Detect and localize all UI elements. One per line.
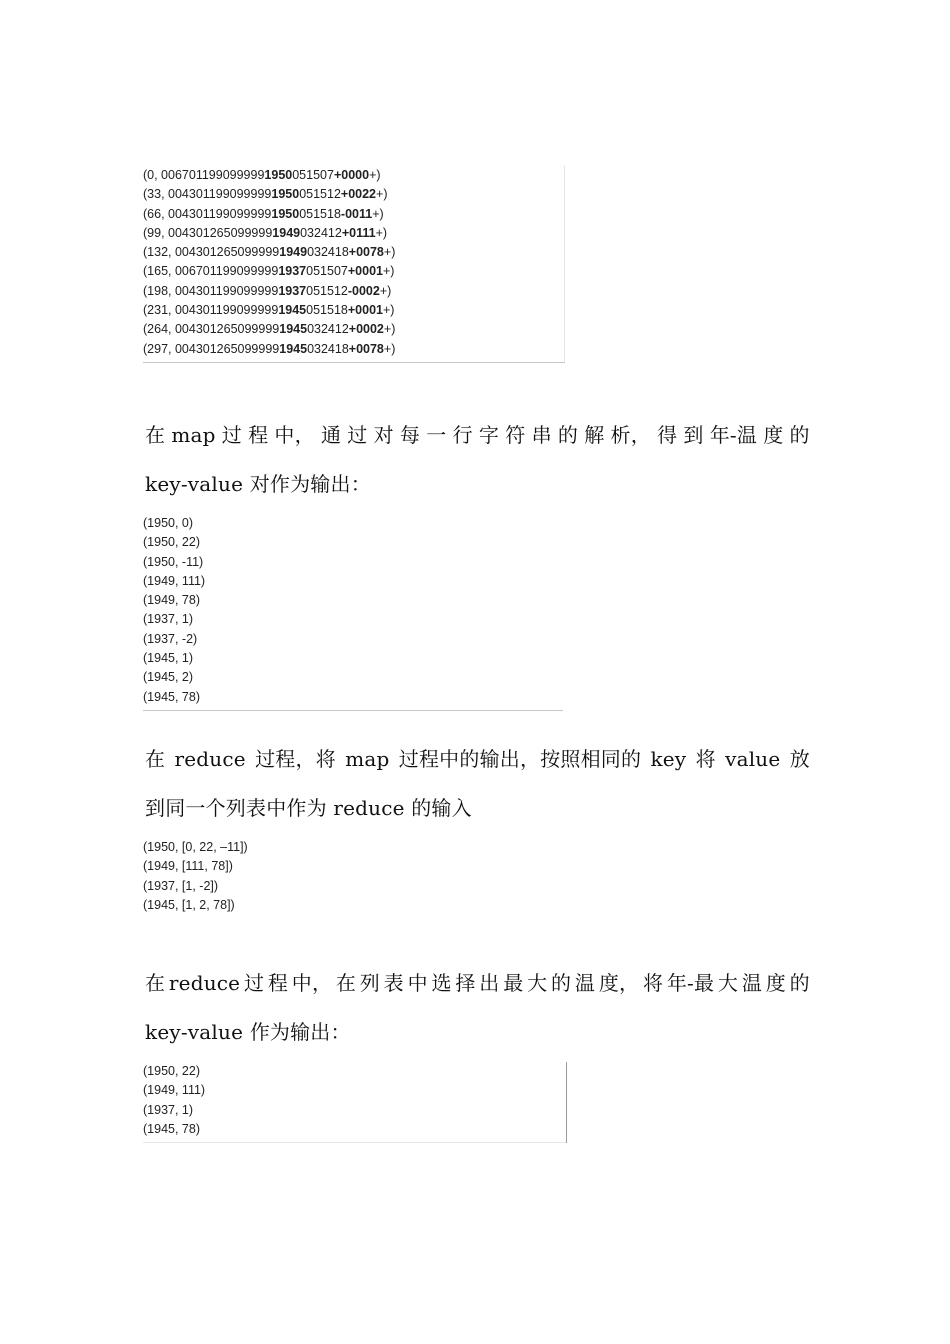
text-segment: 中，	[291, 971, 333, 995]
record-text: +)	[383, 322, 396, 337]
text-segment: 过	[221, 423, 242, 447]
record-text: (264, 004301265099999	[143, 322, 280, 337]
text-segment: 温	[574, 971, 596, 995]
text-segment: 出	[479, 971, 500, 995]
reduce-output-line: (1949, 111)	[143, 1083, 206, 1098]
record-text: 051507	[306, 264, 348, 279]
map-output-line: (1937, 1)	[143, 612, 194, 627]
text-segment: 通	[320, 423, 342, 447]
raw-record-line	[143, 320, 395, 339]
text-segment: 年-最	[666, 971, 715, 995]
map-output-line: (1937, -2)	[143, 631, 198, 646]
text-segment: map	[171, 423, 216, 447]
text-segment: 每	[399, 423, 421, 447]
raw-records-right-edge	[564, 166, 565, 362]
record-highlight: 1945	[279, 322, 308, 337]
record-text: 051512	[299, 187, 341, 202]
raw-record-line	[143, 301, 395, 320]
raw-records-block	[143, 166, 395, 359]
record-text: +)	[383, 341, 396, 356]
record-text: 032418	[307, 341, 349, 356]
record-text: 032412	[300, 225, 342, 240]
record-highlight: 1945	[278, 303, 307, 318]
reduce-input-line: (1949, [111, 78])	[143, 859, 233, 874]
raw-record-line	[143, 340, 395, 359]
map-output-line: (1945, 1)	[143, 651, 194, 666]
map-output-block	[143, 514, 205, 707]
map-output-bottom-rule	[143, 710, 563, 711]
text-segment: 串	[531, 423, 552, 447]
raw-record-line	[143, 166, 395, 185]
text-segment: 表	[383, 971, 404, 995]
text-segment: 的	[789, 423, 810, 447]
text-segment: reduce	[174, 747, 246, 771]
record-text: 051512	[306, 283, 348, 298]
map-output-line: (1945, 2)	[143, 670, 194, 685]
reduce-description-line-2: key-value 作为输出：	[145, 1020, 351, 1044]
text-segment: 的	[789, 971, 810, 995]
text-segment: 的	[551, 971, 572, 995]
record-text: 032412	[307, 322, 349, 337]
text-segment: 温	[741, 971, 763, 995]
text-segment: key	[650, 747, 687, 771]
reduce-input-block	[143, 838, 248, 915]
text-segment: 最	[503, 971, 524, 995]
text-segment: 一	[426, 423, 447, 447]
shuffle-description-paragraph	[145, 735, 810, 833]
record-text: +)	[372, 206, 384, 221]
text-segment: 择	[455, 971, 476, 995]
map-output-line: (1950, -11)	[143, 554, 204, 569]
text-segment: 大	[717, 971, 739, 995]
map-description-line-1	[145, 411, 810, 460]
record-highlight: 1949	[272, 225, 301, 240]
record-text: (198, 004301199099999	[143, 283, 279, 298]
record-text: (297, 004301265099999	[143, 341, 280, 356]
record-highlight: 1949	[279, 245, 308, 260]
record-text: (231, 004301199099999	[143, 303, 279, 318]
reduce-input-line: (1950, [0, 22, –11])	[143, 840, 248, 854]
map-output-line: (1950, 22)	[143, 535, 200, 550]
record-text: 032418	[307, 245, 349, 260]
record-highlight: +0078	[348, 341, 384, 356]
record-highlight: +0001	[347, 264, 383, 279]
text-segment: 过程中的输出，按照相同的	[398, 747, 642, 771]
record-text: 051507	[292, 168, 334, 182]
record-text: 051518	[299, 206, 341, 221]
reduce-output-block	[143, 1062, 205, 1139]
map-description-line-2: key-value 对作为输出：	[145, 472, 371, 496]
text-segment: 度	[763, 423, 784, 447]
text-segment: 过	[347, 423, 368, 447]
reduce-output-bottom-rule	[143, 1142, 567, 1143]
text-segment: 程	[267, 971, 289, 995]
shuffle-description-line-1	[145, 735, 810, 784]
reduce-output-right-edge	[566, 1062, 567, 1143]
text-segment: 选	[431, 971, 452, 995]
map-description-paragraph	[145, 411, 810, 509]
text-segment: 放	[789, 747, 810, 771]
text-segment: 析，	[610, 423, 651, 447]
reduce-description-paragraph	[145, 959, 810, 1057]
raw-record-line	[143, 224, 395, 243]
raw-record-line	[143, 282, 395, 301]
record-text: 051518	[306, 303, 348, 318]
text-segment: map	[345, 747, 390, 771]
reduce-description-line-1	[145, 959, 810, 1008]
text-segment: 将	[642, 971, 664, 995]
record-highlight: 1950	[264, 168, 293, 182]
raw-records-bottom-rule	[143, 362, 565, 363]
record-highlight: -0002	[347, 283, 380, 298]
record-text: +)	[382, 303, 395, 318]
text-segment: 过	[243, 971, 265, 995]
map-output-line: (1945, 78)	[143, 689, 200, 704]
text-segment: 在	[145, 423, 166, 447]
text-segment: 度，	[598, 971, 640, 995]
text-segment: 大	[527, 971, 548, 995]
reduce-output-line: (1945, 78)	[143, 1121, 200, 1136]
record-highlight: 1945	[279, 341, 308, 356]
record-highlight: +0001	[347, 303, 383, 318]
reduce-input-line: (1945, [1, 2, 78])	[143, 897, 235, 912]
text-segment: 年-温	[709, 423, 758, 447]
text-segment: 得	[657, 423, 678, 447]
record-highlight: +0002	[348, 322, 384, 337]
reduce-output-line: (1937, 1)	[143, 1102, 194, 1117]
record-text: +)	[376, 187, 388, 202]
text-segment: 符	[505, 423, 526, 447]
record-highlight: 1950	[271, 206, 300, 221]
record-text: +)	[375, 225, 388, 240]
text-segment: 在	[145, 747, 166, 771]
record-highlight: 1950	[271, 187, 300, 202]
map-output-line: (1949, 111)	[143, 573, 206, 588]
text-segment: 程	[248, 423, 269, 447]
record-text: (132, 004301265099999	[143, 245, 280, 260]
record-text: (99, 004301265099999	[143, 225, 273, 240]
record-highlight: +0022	[340, 187, 377, 202]
record-text: +)	[369, 168, 381, 182]
record-highlight: +0111	[341, 225, 376, 240]
record-highlight: +0078	[348, 245, 384, 260]
text-segment: reduce	[168, 971, 241, 995]
text-segment: 到	[683, 423, 704, 447]
map-output-line: (1950, 0)	[143, 516, 194, 530]
text-segment: 中	[407, 971, 428, 995]
text-segment: 过程，将	[255, 747, 336, 771]
text-segment: 的	[557, 423, 579, 447]
reduce-input-line: (1937, [1, -2])	[143, 878, 219, 893]
record-highlight: +0000	[333, 168, 370, 182]
text-segment: 字	[478, 423, 500, 447]
text-segment: 列	[359, 971, 380, 995]
record-text: (165, 006701199099999	[143, 264, 279, 279]
raw-record-line	[143, 205, 395, 224]
record-text: (0, 006701199099999	[143, 168, 265, 182]
record-highlight: -0011	[340, 206, 373, 221]
shuffle-description-line-2: 到同一个列表中作为 reduce 的输入	[145, 796, 472, 820]
record-text: +)	[382, 264, 395, 279]
raw-record-line	[143, 243, 395, 262]
record-text: +)	[379, 283, 392, 298]
text-segment: 在	[145, 971, 166, 995]
text-segment: 在	[335, 971, 357, 995]
raw-record-line	[143, 262, 395, 281]
text-segment: 度	[765, 971, 786, 995]
text-segment: 解	[584, 423, 605, 447]
text-segment: 中，	[274, 423, 315, 447]
record-highlight: 1937	[278, 264, 307, 279]
text-segment: 将	[695, 747, 716, 771]
record-highlight: 1937	[278, 283, 307, 298]
record-text: (33, 004301199099999	[143, 187, 272, 202]
text-segment: value	[725, 747, 781, 771]
text-segment: 对	[373, 423, 394, 447]
raw-record-line	[143, 185, 395, 204]
map-output-line: (1949, 78)	[143, 593, 200, 608]
record-text: (66, 004301199099999	[143, 206, 272, 221]
reduce-output-line: (1950, 22)	[143, 1064, 200, 1078]
text-segment: 行	[452, 423, 473, 447]
record-text: +)	[383, 245, 396, 260]
